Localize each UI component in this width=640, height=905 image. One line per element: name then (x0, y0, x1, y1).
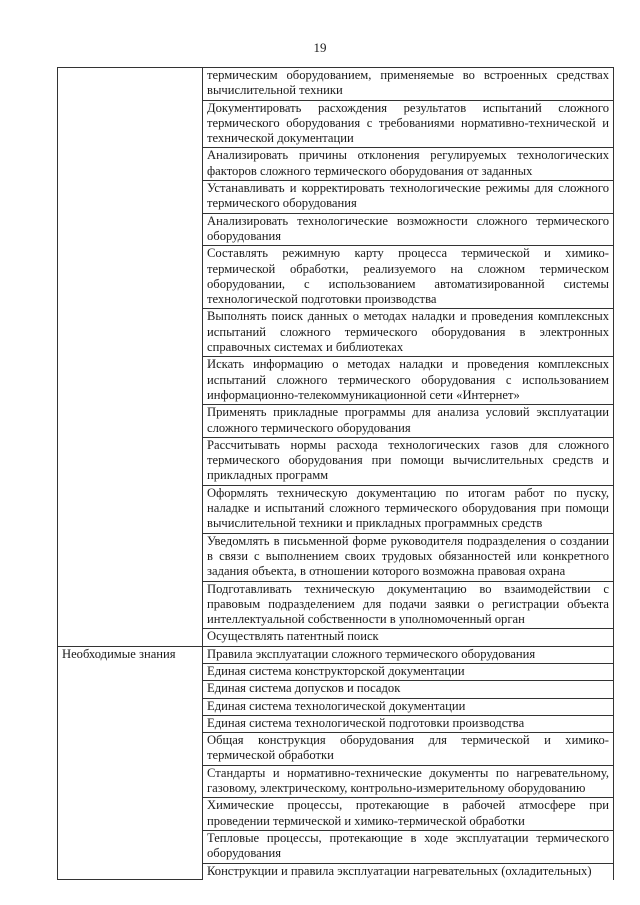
requirement-item: Общая конструкция оборудования для термической и химико-термической обработки (203, 733, 614, 766)
requirements-table (57, 67, 614, 880)
requirement-item: Тепловые процессы, протекающие в ходе эксплуатации термического оборудования (203, 830, 614, 863)
requirement-item: Составлять режимную карту процесса термической и химико-термической обработки, реализуемого на сложном термическом оборудовании, с использованием автоматизированной системы технологической подготовки производства (203, 246, 614, 309)
requirement-item: Анализировать технологические возможности сложного термического оборудования (203, 213, 614, 246)
table-row (58, 646, 614, 663)
section-label: Необходимые знания (58, 646, 203, 880)
requirement-item: Искать информацию о методах наладки и проведения комплексных испытаний сложного термического оборудования с использованием информационно-телекоммуникационной сети «Интернет» (203, 357, 614, 405)
requirement-item: Устанавливать и корректировать технологические режимы для сложного термического оборудования (203, 181, 614, 214)
requirement-item: Применять прикладные программы для анализа условий эксплуатации сложного термического оборудования (203, 405, 614, 438)
table-row (58, 68, 614, 101)
requirement-item: Стандарты и нормативно-технические документы по нагревательному, газовому, электрическому, контрольно-измерительному оборудованию (203, 765, 614, 798)
requirement-item: Осуществлять патентный поиск (203, 629, 614, 646)
requirement-item: Рассчитывать нормы расхода технологических газов для сложного термического оборудования при помощи вычислительных средств и прикладных программ (203, 437, 614, 485)
requirement-item: Подготавливать техническую документацию во взаимодействии с правовым подразделением для подачи заявки о регистрации объекта интеллектуальной собственности в уполномоченный орган (203, 581, 614, 629)
requirement-item: Единая система технологической документации (203, 698, 614, 715)
section-label (58, 68, 203, 647)
page-number: 19 (313, 40, 327, 55)
requirement-item: термическим оборудованием, применяемые во встроенных средствах вычислительной техники (203, 68, 614, 101)
page-bottom-edge (0, 895, 640, 905)
requirement-item: Выполнять поиск данных о методах наладки и проведения комплексных испытаний сложного термического оборудования в электронных справочных системах и библиотеках (203, 309, 614, 357)
requirement-item: Уведомлять в письменной форме руководителя подразделения о создании в связи с выполнением своих трудовых обязанностей или конкретного задания объекта, в отношении которого возможна правовая охрана (203, 533, 614, 581)
requirement-item: Единая система технологической подготовки производства (203, 715, 614, 732)
requirement-item: Химические процессы, протекающие в рабочей атмосфере при проведении термической и химико-термической обработки (203, 798, 614, 831)
requirement-item: Документировать расхождения результатов испытаний сложного термического оборудования с требованиями нормативно-технической и технической документации (203, 100, 614, 148)
requirement-item: Конструкции и правила эксплуатации нагревательных (охладительных) (203, 863, 614, 880)
requirement-item: Анализировать причины отклонения регулируемых технологических факторов сложного термического оборудования от заданных (203, 148, 614, 181)
requirement-item: Правила эксплуатации сложного термического оборудования (203, 646, 614, 663)
requirement-item: Единая система допусков и посадок (203, 681, 614, 698)
requirement-item: Единая система конструкторской документации (203, 663, 614, 680)
requirement-item: Оформлять техническую документацию по итогам работ по пуску, наладке и испытаний сложного термического оборудования при помощи вычислительной техники и прикладных программных средств (203, 485, 614, 533)
